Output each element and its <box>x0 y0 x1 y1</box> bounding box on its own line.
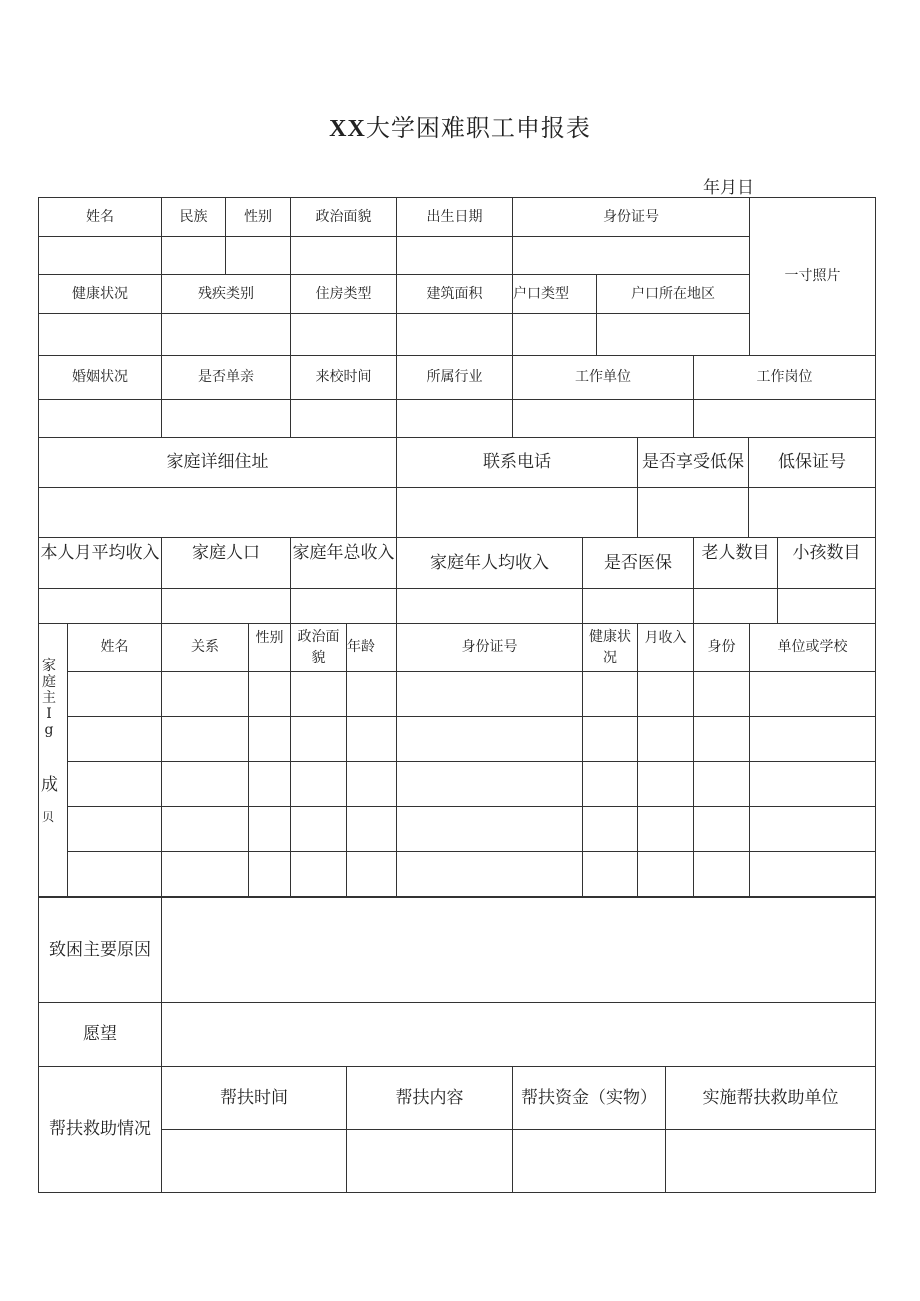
field-health[interactable] <box>39 314 162 356</box>
header-phone: 联系电话 <box>397 438 638 488</box>
member-cell[interactable] <box>638 762 694 807</box>
field-ethnicity[interactable] <box>162 237 226 275</box>
header-home-address: 家庭详细住址 <box>39 438 397 488</box>
header-monthly-income: 本人月平均收入 <box>39 538 162 589</box>
field-phone[interactable] <box>397 488 638 538</box>
member-cell[interactable] <box>347 807 397 852</box>
header-disability: 残疾类别 <box>162 275 291 314</box>
family-side-label-a: 家庭主Ig <box>42 658 56 739</box>
family-members-table <box>38 623 876 897</box>
header-industry: 所属行业 <box>397 356 513 400</box>
main-reason-label: 致困主要原因 <box>39 898 162 1003</box>
field-name[interactable] <box>39 237 162 275</box>
header-work-unit: 工作单位 <box>513 356 694 400</box>
header-per-capita-income: 家庭年人均收入 <box>397 538 583 589</box>
header-political-status: 政治面貌 <box>291 198 397 237</box>
address-table <box>38 437 876 538</box>
income-table <box>38 537 876 624</box>
member-header-unit: 单位或学校 <box>750 624 876 672</box>
field-building-area[interactable] <box>397 314 513 356</box>
header-hukou-region: 户口所在地区 <box>597 275 750 314</box>
header-medical-insurance: 是否医保 <box>583 538 694 589</box>
member-header-monthly-income: 月收入 <box>638 624 694 672</box>
header-building-area: 建筑面积 <box>397 275 513 314</box>
field-disability[interactable] <box>162 314 291 356</box>
header-job-position: 工作岗位 <box>694 356 876 400</box>
member-cell[interactable] <box>162 807 249 852</box>
family-side-label <box>39 624 68 897</box>
member-cell[interactable] <box>68 717 162 762</box>
header-health: 健康状况 <box>39 275 162 314</box>
field-family-size[interactable] <box>162 589 291 624</box>
field-assistance-content[interactable] <box>347 1130 513 1193</box>
field-elderly-count[interactable] <box>694 589 778 624</box>
header-ethnicity: 民族 <box>162 198 226 237</box>
member-cell[interactable] <box>750 852 876 897</box>
member-header-gender: 性别 <box>249 624 291 672</box>
member-cell[interactable] <box>694 807 750 852</box>
field-family-annual-income[interactable] <box>291 589 397 624</box>
member-cell[interactable] <box>638 807 694 852</box>
field-work-unit[interactable] <box>513 400 694 438</box>
member-cell[interactable] <box>68 852 162 897</box>
member-header-identity: 身份 <box>694 624 750 672</box>
header-birth-date: 出生日期 <box>397 198 513 237</box>
field-low-income-number[interactable] <box>749 488 876 538</box>
header-gender: 性别 <box>226 198 291 237</box>
member-cell[interactable] <box>162 852 249 897</box>
field-single-parent[interactable] <box>162 400 291 438</box>
header-hukou-type: 户口类型 <box>513 275 597 314</box>
field-assistance-time[interactable] <box>162 1130 347 1193</box>
member-cell[interactable] <box>291 762 347 807</box>
member-header-id: 身份证号 <box>397 624 583 672</box>
member-cell[interactable] <box>583 672 638 717</box>
field-gender[interactable] <box>226 237 291 275</box>
member-cell[interactable] <box>162 762 249 807</box>
field-marital-status[interactable] <box>39 400 162 438</box>
header-children-count: 小孩数目 <box>778 538 876 589</box>
field-arrival-time[interactable] <box>291 400 397 438</box>
member-cell[interactable] <box>68 762 162 807</box>
member-cell[interactable] <box>694 717 750 762</box>
member-cell[interactable] <box>68 807 162 852</box>
member-cell[interactable] <box>68 672 162 717</box>
field-home-address[interactable] <box>39 488 397 538</box>
member-header-relation: 关系 <box>162 624 249 672</box>
field-per-capita-income[interactable] <box>397 589 583 624</box>
member-cell[interactable] <box>638 717 694 762</box>
member-cell[interactable] <box>638 852 694 897</box>
assistance-label: 帮扶救助情况 <box>39 1067 162 1193</box>
member-cell[interactable] <box>583 852 638 897</box>
member-cell[interactable] <box>694 672 750 717</box>
field-housing-type[interactable] <box>291 314 397 356</box>
header-marital-status: 婚姻状况 <box>39 356 162 400</box>
header-single-parent: 是否单亲 <box>162 356 291 400</box>
header-assistance-time: 帮扶时间 <box>162 1067 347 1130</box>
member-header-name: 姓名 <box>68 624 162 672</box>
member-cell[interactable] <box>397 672 583 717</box>
field-wish[interactable] <box>162 1003 876 1067</box>
member-cell[interactable] <box>750 672 876 717</box>
member-cell[interactable] <box>249 807 291 852</box>
member-cell[interactable] <box>249 717 291 762</box>
header-family-size: 家庭人口 <box>162 538 291 589</box>
field-hukou-type[interactable] <box>513 314 597 356</box>
member-cell[interactable] <box>397 807 583 852</box>
reasons-assistance-table <box>38 897 876 1193</box>
header-family-annual-income: 家庭年总收入 <box>291 538 397 589</box>
header-housing-type: 住房类型 <box>291 275 397 314</box>
member-cell[interactable] <box>750 762 876 807</box>
member-header-political: 政治面貌 <box>291 624 347 672</box>
field-assistance-unit[interactable] <box>666 1130 876 1193</box>
member-header-age: 年龄 <box>347 624 397 672</box>
field-political-status[interactable] <box>291 237 397 275</box>
member-cell[interactable] <box>397 717 583 762</box>
header-arrival-time: 来校时间 <box>291 356 397 400</box>
header-id-number: 身份证号 <box>513 198 750 237</box>
field-job-position[interactable] <box>694 400 876 438</box>
member-cell[interactable] <box>249 762 291 807</box>
field-assistance-funds[interactable] <box>513 1130 666 1193</box>
member-cell[interactable] <box>694 852 750 897</box>
member-cell[interactable] <box>291 717 347 762</box>
page-title: XX大学困难职工申报表 <box>329 114 591 142</box>
header-elderly-count: 老人数目 <box>694 538 778 589</box>
header-low-income-number: 低保证号 <box>749 438 876 488</box>
member-cell[interactable] <box>347 762 397 807</box>
field-monthly-income[interactable] <box>39 589 162 624</box>
member-cell[interactable] <box>249 672 291 717</box>
header-assistance-content: 帮扶内容 <box>347 1067 513 1130</box>
header-assistance-funds: 帮扶资金（实物） <box>513 1067 666 1130</box>
family-side-label-c: 贝 <box>42 810 55 824</box>
field-industry[interactable] <box>397 400 513 438</box>
personal-info-table <box>38 197 876 356</box>
field-id-number[interactable] <box>513 237 750 275</box>
member-cell[interactable] <box>162 672 249 717</box>
member-cell[interactable] <box>347 852 397 897</box>
header-low-income-status: 是否享受低保 <box>638 438 749 488</box>
field-low-income-status[interactable] <box>638 488 749 538</box>
member-cell[interactable] <box>249 852 291 897</box>
work-info-table <box>38 355 876 438</box>
member-cell[interactable] <box>583 762 638 807</box>
member-cell[interactable] <box>750 717 876 762</box>
member-cell[interactable] <box>583 807 638 852</box>
field-hukou-region[interactable] <box>597 314 750 356</box>
member-cell[interactable] <box>291 807 347 852</box>
family-side-label-b: 成 <box>41 775 58 795</box>
field-main-reason[interactable] <box>162 898 876 1003</box>
member-cell[interactable] <box>162 717 249 762</box>
photo-box[interactable]: 一寸照片 <box>750 198 876 356</box>
member-cell[interactable] <box>694 762 750 807</box>
member-cell[interactable] <box>347 672 397 717</box>
member-cell[interactable] <box>347 717 397 762</box>
header-assistance-unit: 实施帮扶救助单位 <box>666 1067 876 1130</box>
member-cell[interactable] <box>397 852 583 897</box>
date-label: 年月日 <box>703 178 754 198</box>
wish-label: 愿望 <box>39 1003 162 1067</box>
member-cell[interactable] <box>397 762 583 807</box>
member-cell[interactable] <box>583 717 638 762</box>
field-medical-insurance[interactable] <box>583 589 694 624</box>
field-children-count[interactable] <box>778 589 876 624</box>
field-birth-date[interactable] <box>397 237 513 275</box>
member-header-health: 健康状况 <box>583 624 638 672</box>
member-cell[interactable] <box>291 852 347 897</box>
header-name: 姓名 <box>39 198 162 237</box>
member-cell[interactable] <box>638 672 694 717</box>
member-cell[interactable] <box>750 807 876 852</box>
member-cell[interactable] <box>291 672 347 717</box>
